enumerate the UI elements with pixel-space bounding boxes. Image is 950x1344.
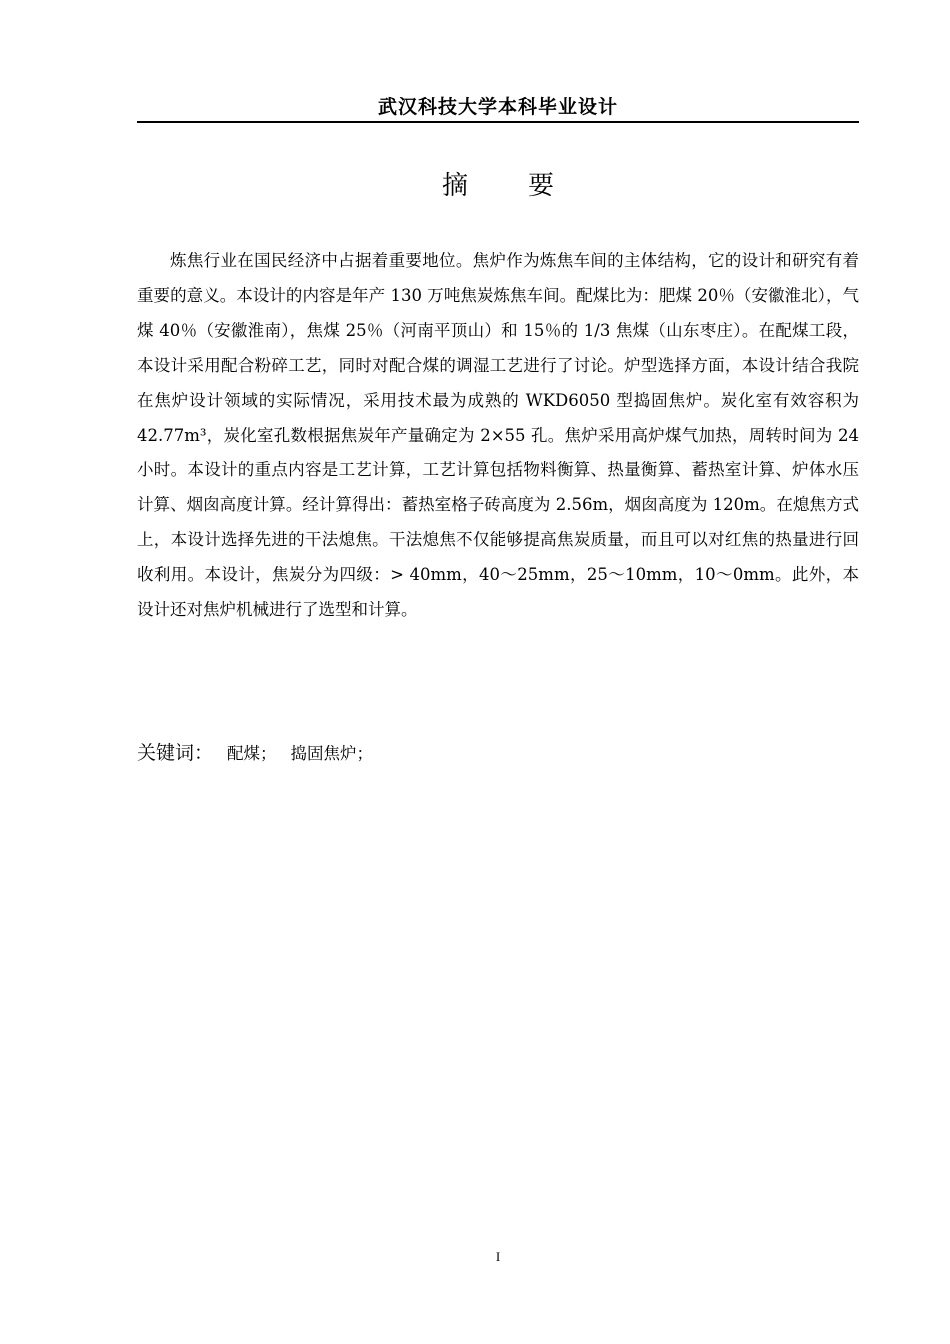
page-number: I <box>495 1249 501 1264</box>
abstract-body: 炼焦行业在国民经济中占据着重要地位。焦炉作为炼焦车间的主体结构，它的设计和研究有着重要的意义。本设计的内容是年产 130 万吨焦炭炼焦车间。配煤比为：肥煤 20％（安徽淮北），气煤 40％（安徽淮南），焦煤 25％（河南平顶山）和 15％的 1/3 焦煤（山东枣庄）。在配煤工段，本设计采用配合粉碎工艺，同时对配合煤的调湿工艺进行了讨论。炉型选择方面，本设计结合我院在焦炉设计领域的实际情况，采用技术最为成熟的 WKD6050 型捣固焦炉。炭化室有效容积为 42.77m³，炭化室孔数根据焦炭年产量确定为 2×55 孔。焦炉采用高炉煤气加热，周转时间为 24 小时。本设计的重点内容是工艺计算，工艺计算包括物料衡算、热量衡算、蓄热室计算、炉体水压计算、烟囱高度计算。经计算得出：蓄热室格子砖高度为 2.56m，烟囱高度为 120m。在熄焦方式上，本设计选择先进的干法熄焦。干法熄焦不仅能够提高焦炭质量，而且可以对红焦的热量进行回收利用。本设计，焦炭分为四级：> 40mm，40～25mm，25～10mm，10～0mm。此外，本设计还对焦炉机械进行了选型和计算。 <box>137 251 859 620</box>
keyword-item: 捣固焦炉； <box>290 744 374 763</box>
header-rule <box>137 121 859 123</box>
keywords-label: 关键词： <box>137 742 214 764</box>
abstract-title <box>137 168 859 204</box>
abstract-title-char-1: 摘 <box>441 171 468 201</box>
keyword-item: 配煤； <box>227 744 277 763</box>
keywords-line <box>137 738 859 769</box>
abstract-title-char-2: 要 <box>528 171 555 201</box>
page-header-title: 武汉科技大学本科毕业设计 <box>377 96 618 118</box>
